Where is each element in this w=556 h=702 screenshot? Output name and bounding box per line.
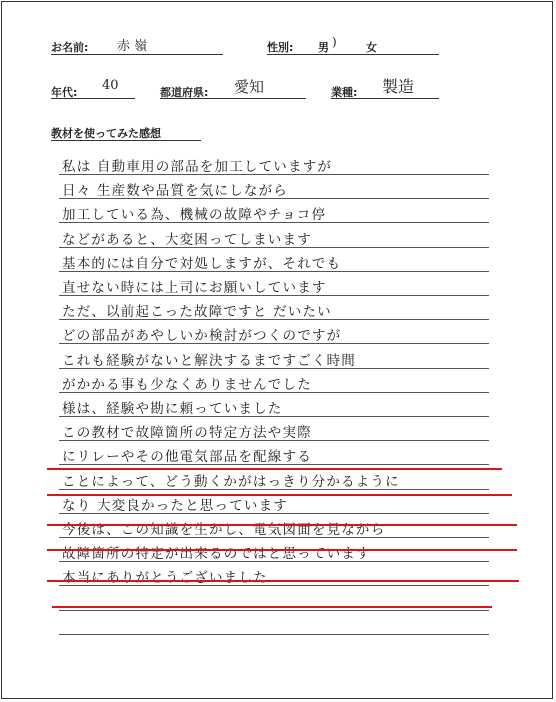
age-value: 40 <box>102 78 119 93</box>
handwritten-line: ことによって、どう動くかがはっきり分かるように <box>62 473 400 490</box>
prefecture-value: 愛知 <box>234 78 265 96</box>
ruled-line <box>59 610 489 611</box>
prefecture-label: 都道府県: <box>160 86 209 99</box>
industry-label: 業種: <box>331 86 358 99</box>
handwritten-line: 私は 自動車用の部品を加工していますが <box>62 159 333 175</box>
red-highlight-underline <box>47 524 517 526</box>
handwritten-line: この教材で故障箇所の特定方法や実際 <box>62 425 312 442</box>
ruled-line <box>59 634 489 635</box>
red-highlight-underline <box>47 468 502 470</box>
red-highlight-underline <box>47 549 517 551</box>
gender-circle-mark: ) <box>332 35 337 49</box>
red-highlight-underline <box>47 494 512 496</box>
handwritten-line: なり 大変良かったと思っています <box>62 497 288 514</box>
red-highlight-underline <box>52 606 492 608</box>
handwritten-line: 今後は、この知識を生かし、電気図面を見ながら <box>62 522 386 538</box>
handwritten-line: にリレーやその他電気部品を配線する <box>62 449 312 466</box>
handwritten-line: 様は、経験や勘に頼っていました <box>62 401 283 417</box>
survey-sheet <box>1 1 553 699</box>
age-label: 年代: <box>51 86 78 99</box>
gender-female-option: 女 <box>366 41 377 54</box>
gender-male-option: 男 <box>318 41 329 54</box>
handwritten-line: 故障箇所の特定が出来るのではと思っています <box>62 546 371 563</box>
gender-label: 性別: <box>267 41 294 54</box>
handwritten-line: ただ、以前起こった故障ですと だいたい <box>62 304 332 321</box>
handwritten-line: 直せない時には上司にお願いしています <box>62 280 327 296</box>
handwritten-line: 加工している為、機械の故障やチョコ停 <box>62 207 327 224</box>
handwritten-line: がかかる事も少なくありませんでした <box>62 376 312 393</box>
section-title: 教材を使ってみた感想 <box>51 127 161 140</box>
handwritten-line: 本当にありがとうございました <box>62 570 268 587</box>
red-highlight-underline <box>47 580 519 582</box>
handwritten-line: 日々 生産数や品質を気にしながら <box>62 183 288 200</box>
handwritten-line: 基本的には自分で対処しますが、それでも <box>62 255 342 272</box>
ruled-writing-area <box>2 2 552 698</box>
industry-value: 製造 <box>382 77 415 96</box>
handwritten-line: どの部品があやしいか検討がつくのですが <box>62 328 342 345</box>
name-value: 赤 嶺 <box>117 39 148 54</box>
handwritten-line: などがあると、大変困ってしまいます <box>62 231 312 248</box>
name-label: お名前: <box>51 41 89 54</box>
handwritten-line: これも経験がないと解決するまですごく時間 <box>62 352 356 369</box>
